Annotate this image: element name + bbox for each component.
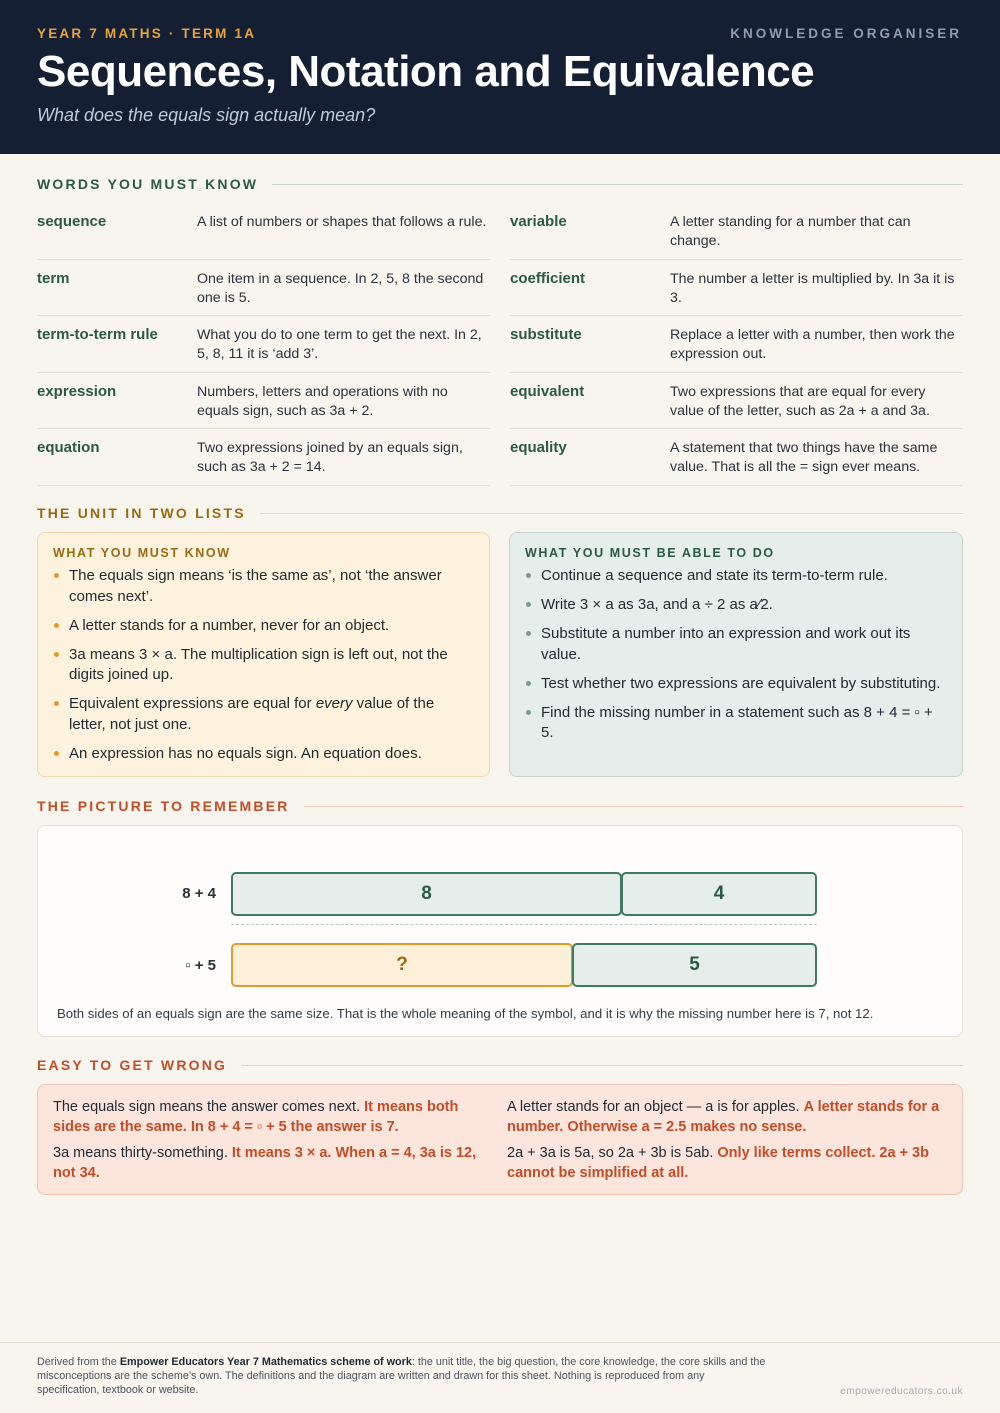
- must-know-title: WHAT YOU MUST KNOW: [53, 546, 231, 560]
- glossary: [37, 203, 963, 486]
- misconception: 2a + 3a is 5a, so 2a + 3b is 5ab. Only like terms collect. 2a + 3b cannot be simplified at all.: [507, 1145, 929, 1181]
- diagram-caption: Both sides of an equals sign are the same size. That is the whole meaning of the symbol, and it is why the missing number here is 7, not 12.: [57, 1006, 874, 1021]
- section-heading-unit: THE UNIT IN TWO LISTS: [37, 503, 963, 523]
- page-subtitle: What does the equals sign actually mean?: [37, 105, 376, 126]
- glossary-term: substitute: [510, 326, 582, 343]
- glossary-definition: A statement that two things have the same value. That is all the = sign ever means.: [670, 440, 938, 475]
- misconceptions-column-right: [507, 1098, 947, 1181]
- glossary-definition: Two expressions that are equal for every value of the letter, such as 2a + a and 3a.: [670, 383, 930, 419]
- list-item: Find the missing number in a statement such as 8 + 4 = ▫ + 5.: [525, 703, 947, 744]
- glossary-definition: Replace a letter with a number, then work the expression out.: [670, 327, 955, 362]
- glossary-term: equality: [510, 439, 567, 456]
- website-link[interactable]: empowereducators.co.uk: [840, 1386, 963, 1397]
- list-item: The equals sign means ‘is the same as’, not ‘the answer comes next’.: [53, 566, 474, 607]
- must-know-list: [53, 566, 474, 764]
- glossary-term: equivalent: [510, 382, 585, 400]
- glossary-term: equation: [37, 439, 100, 456]
- glossary-row: [510, 260, 963, 317]
- misconception: A letter stands for an object — a is for apples. A letter stands for a number. Otherwise a = 2.5 makes no sense.: [507, 1099, 940, 1135]
- misconceptions-column-left: [53, 1098, 493, 1181]
- bar-segment: 5: [572, 943, 817, 987]
- list-item: Write 3 × a as 3a, and a ÷ 2 as a⁄2.: [525, 595, 947, 616]
- glossary-row: [37, 429, 490, 486]
- bar-model-diagram: [37, 825, 963, 1037]
- bar-row-label: ▫ + 5: [185, 957, 216, 974]
- list-item: 3a means 3 × a. The multiplication sign is left out, not the digits joined up.: [53, 645, 474, 686]
- divider: [272, 184, 963, 185]
- page-title: Sequences, Notation and Equivalence: [37, 47, 815, 96]
- glossary-term: variable: [510, 213, 567, 230]
- list-item: Test whether two expressions are equivalent by substituting.: [525, 674, 947, 695]
- glossary-row: [37, 203, 490, 260]
- footer: [0, 1342, 1000, 1413]
- section-heading-words: WORDS YOU MUST KNOW: [37, 174, 963, 194]
- glossary-term: term-to-term rule: [37, 326, 158, 343]
- course-kicker: YEAR 7 MATHS · TERM 1A: [37, 26, 257, 41]
- list-item: Substitute a number into an expression and work out its value.: [525, 624, 947, 665]
- glossary-definition: Two expressions joined by an equals sign, such as 3a + 2 = 14.: [197, 440, 463, 475]
- missing-bar-segment: ?: [231, 943, 573, 987]
- bar-row-label: 8 + 4: [182, 885, 216, 902]
- list-item: A letter stands for a number, never for an object.: [53, 616, 474, 637]
- glossary-term: coefficient: [510, 269, 586, 287]
- glossary-term: sequence: [37, 213, 107, 230]
- able-to-do-box: [509, 532, 963, 777]
- section-heading-picture: THE PICTURE TO REMEMBER: [37, 796, 963, 816]
- section-heading-wrong: EASY TO GET WRONG: [37, 1055, 963, 1075]
- glossary-row: [510, 316, 963, 373]
- glossary-definition: The number a letter is multiplied by. In 3a it is 3.: [670, 270, 955, 306]
- glossary-column-right: [510, 203, 963, 486]
- glossary-term: expression: [37, 382, 117, 400]
- glossary-term: term: [37, 269, 70, 287]
- glossary-column-left: [37, 203, 490, 486]
- glossary-row: [510, 429, 963, 486]
- able-to-do-list: [525, 566, 947, 744]
- glossary-row: [510, 203, 963, 260]
- divider: [304, 806, 963, 807]
- glossary-row: [510, 373, 963, 430]
- bar-segment: 8: [231, 872, 622, 916]
- glossary-row: [37, 316, 490, 373]
- glossary-definition: One item in a sequence. In 2, 5, 8 the second one is 5.: [197, 270, 484, 306]
- misconception: 3a means thirty-something. It means 3 × a. When a = 4, 3a is 12, not 34.: [53, 1145, 477, 1181]
- glossary-row: [37, 260, 490, 317]
- misconceptions-box: [37, 1084, 963, 1195]
- document-type-label: KNOWLEDGE ORGANISER: [730, 26, 962, 41]
- list-item: An expression has no equals sign. An equation does.: [53, 744, 474, 765]
- divider: [241, 1065, 963, 1066]
- misconception: The equals sign means the answer comes next. It means both sides are the same. In 8 + 4 = ▫ + 5 the answer is 7.: [53, 1099, 459, 1135]
- glossary-row: [37, 373, 490, 430]
- list-item: Equivalent expressions are equal for every value of the letter, not just one.: [53, 694, 474, 735]
- divider: [260, 513, 963, 514]
- list-item: Continue a sequence and state its term-to-term rule.: [525, 566, 947, 587]
- must-know-box: [37, 532, 490, 777]
- glossary-definition: Numbers, letters and operations with no equals sign, such as 3a + 2.: [197, 383, 448, 419]
- header-banner: [0, 0, 1000, 154]
- glossary-definition: What you do to one term to get the next. In 2, 5, 8, 11 it is ‘add 3’.: [197, 327, 482, 362]
- dashed-divider: [231, 924, 817, 925]
- glossary-definition: A letter standing for a number that can change.: [670, 214, 911, 249]
- able-to-do-title: WHAT YOU MUST BE ABLE TO DO: [525, 546, 775, 560]
- glossary-definition: A list of numbers or shapes that follows a rule.: [197, 214, 487, 230]
- bar-segment: 4: [621, 872, 817, 916]
- source-note: Derived from the Empower Educators Year 7 Mathematics scheme of work: the unit title, the big question, the core knowledge, the core skills and the misconceptions are the scheme’s own. The definitions and the diagram are written and drawn for this sheet. Nothing is reproduced from any specification, textbook or website.: [37, 1356, 766, 1397]
